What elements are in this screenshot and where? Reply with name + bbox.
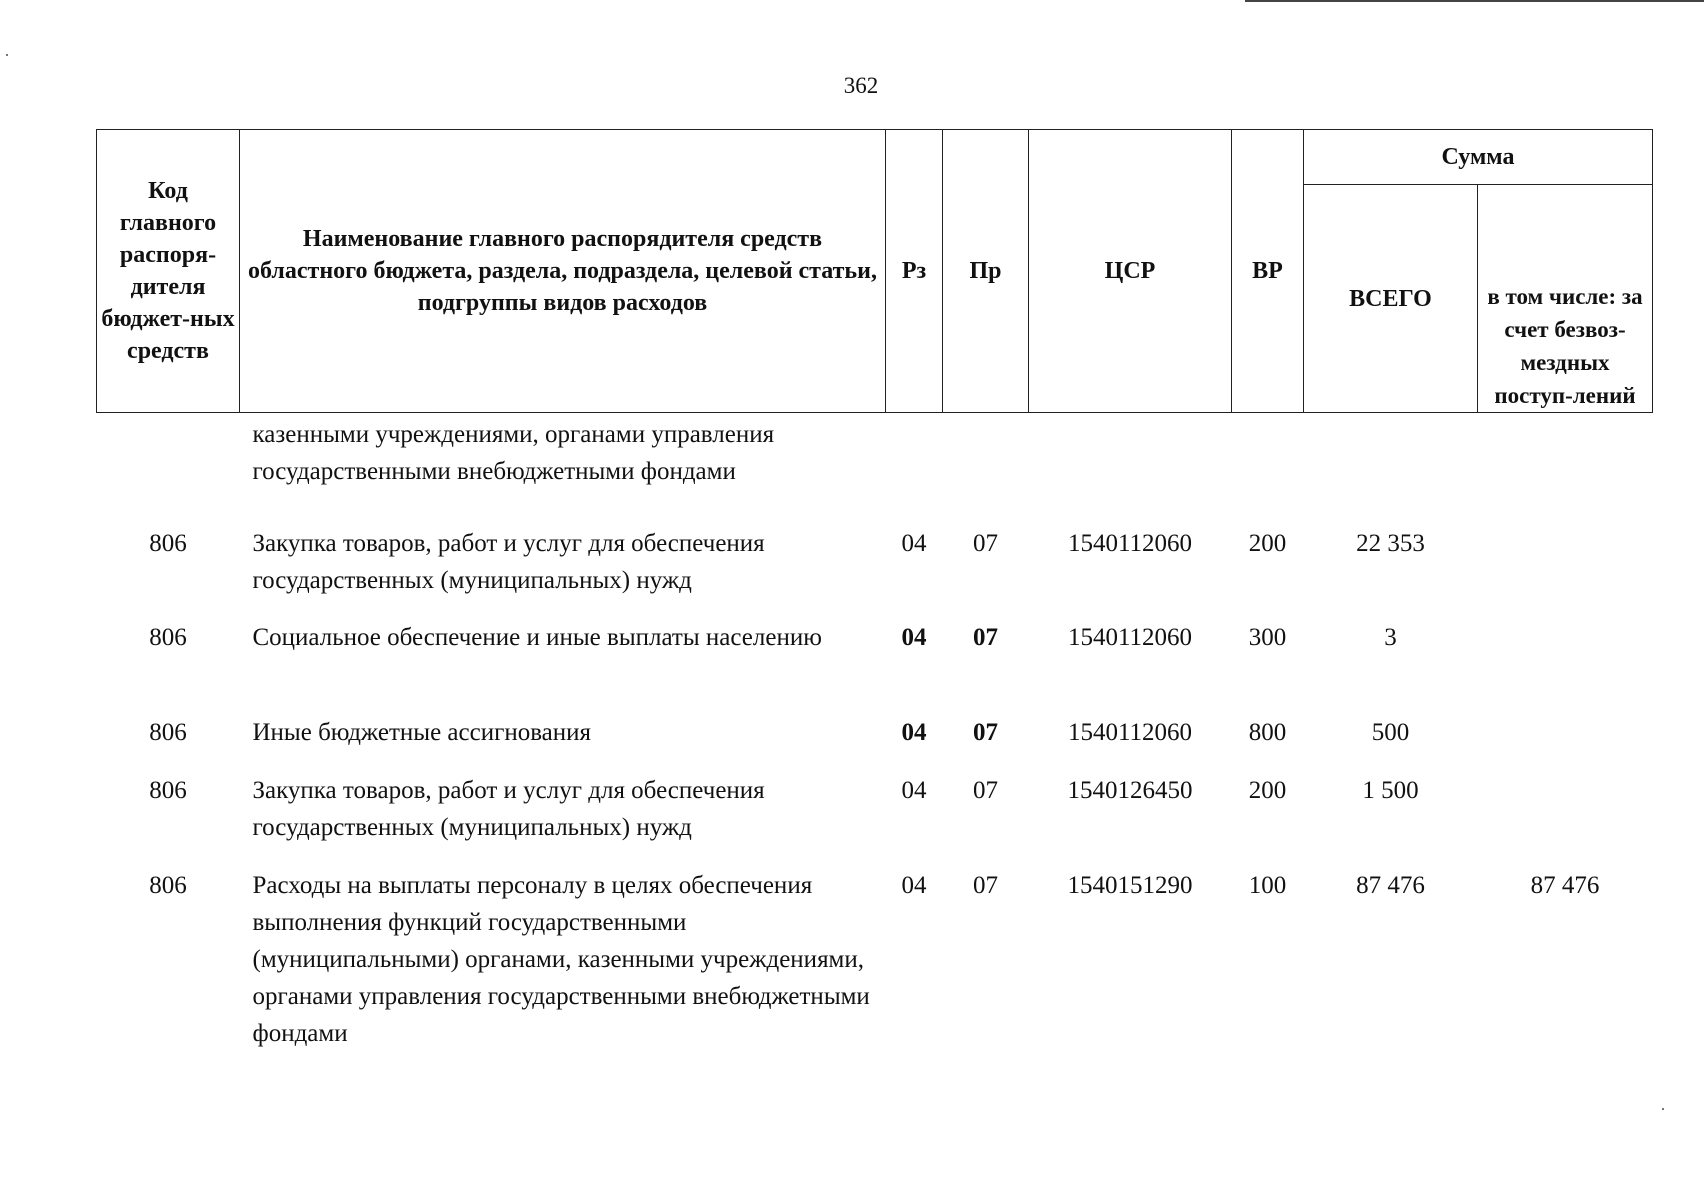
name-cell: Закупка товаров, работ и услуг для обеспечения государственных (муниципальных) нужд — [252, 529, 765, 594]
total-cell: 1 500 — [1362, 776, 1419, 804]
pr-cell: 07 — [973, 623, 998, 651]
rz-cell: 04 — [901, 776, 927, 804]
pr-cell: 07 — [973, 529, 998, 557]
rz-cell: 04 — [901, 623, 927, 651]
csr-cell: 1540151290 — [1067, 871, 1193, 899]
vr-cell: 800 — [1248, 718, 1287, 746]
table-body — [97, 413, 1653, 1057]
code-cell: 806 — [149, 623, 187, 651]
code-cell: 806 — [149, 718, 187, 746]
pr-cell: 07 — [973, 871, 998, 899]
rz-cell: 04 — [901, 718, 927, 746]
vr-cell: 300 — [1248, 623, 1287, 651]
vr-cell: 200 — [1248, 529, 1287, 557]
total-cell: 500 — [1371, 718, 1410, 746]
free-cell — [1478, 772, 1653, 867]
table-row — [97, 772, 1653, 867]
header-name: Наименование главного распорядителя средств областного бюджета, раздела, подраздела, целевой статьи, подгруппы видов расходов — [240, 130, 886, 413]
scan-speck — [1662, 1108, 1664, 1110]
table-row — [97, 867, 1653, 1057]
code-cell: 806 — [149, 776, 187, 804]
table-row — [97, 525, 1653, 619]
rz-cell: 04 — [901, 529, 927, 557]
name-cell: Расходы на выплаты персоналу в целях обеспечения выполнения функций государственными (муниципальными) органами, казенными учреждениями, органами управления государственными внебюджетными фондами — [252, 871, 870, 1047]
name-cell: казенными учреждениями, органами управления государственными внебюджетными фондами — [252, 421, 775, 485]
page-number: 362 — [843, 73, 879, 98]
header-total: ВСЕГО — [1304, 185, 1478, 413]
empty-cell — [886, 413, 1653, 525]
table-row — [97, 714, 1653, 772]
code-cell — [97, 413, 240, 525]
scan-speck — [6, 54, 8, 56]
name-cell: Социальное обеспечение и иные выплаты населению — [252, 623, 822, 651]
free-cell — [1478, 714, 1653, 772]
name-cell: Закупка товаров, работ и услуг для обеспечения государственных (муниципальных) нужд — [252, 776, 765, 841]
total-cell: 87 476 — [1356, 871, 1425, 899]
total-cell: 3 — [1384, 623, 1397, 651]
budget-table — [96, 129, 1653, 1057]
code-cell: 806 — [149, 529, 187, 557]
table-row — [97, 619, 1653, 714]
csr-cell: 1540112060 — [1067, 718, 1193, 746]
csr-cell: 1540112060 — [1067, 623, 1193, 651]
pr-cell: 07 — [973, 718, 998, 746]
name-cell: Иные бюджетные ассигнования — [252, 718, 592, 746]
vr-cell: 100 — [1248, 871, 1287, 899]
continuation-row — [97, 413, 1653, 525]
table-header — [97, 130, 1653, 413]
free-cell — [1478, 525, 1653, 619]
header-pr: Пр — [943, 130, 1029, 413]
header-csr: ЦСР — [1029, 130, 1232, 413]
csr-cell: 1540126450 — [1067, 776, 1193, 804]
pr-cell: 07 — [973, 776, 998, 804]
header-rz: Рз — [886, 130, 943, 413]
header-summa: Сумма — [1304, 130, 1653, 185]
scan-edge-line — [1245, 0, 1704, 2]
header-code: Код главного распоря-дителя бюджет-ных средств — [97, 130, 240, 413]
header-vr: ВР — [1232, 130, 1304, 413]
header-free: в том числе: за счет безвоз-мездных поступ-лений — [1478, 185, 1653, 413]
rz-cell: 04 — [901, 871, 927, 899]
vr-cell: 200 — [1248, 776, 1287, 804]
total-cell: 22 353 — [1356, 529, 1425, 557]
csr-cell: 1540112060 — [1067, 529, 1193, 557]
free-cell — [1478, 619, 1653, 714]
free-cell: 87 476 — [1530, 871, 1600, 899]
code-cell: 806 — [149, 871, 187, 899]
